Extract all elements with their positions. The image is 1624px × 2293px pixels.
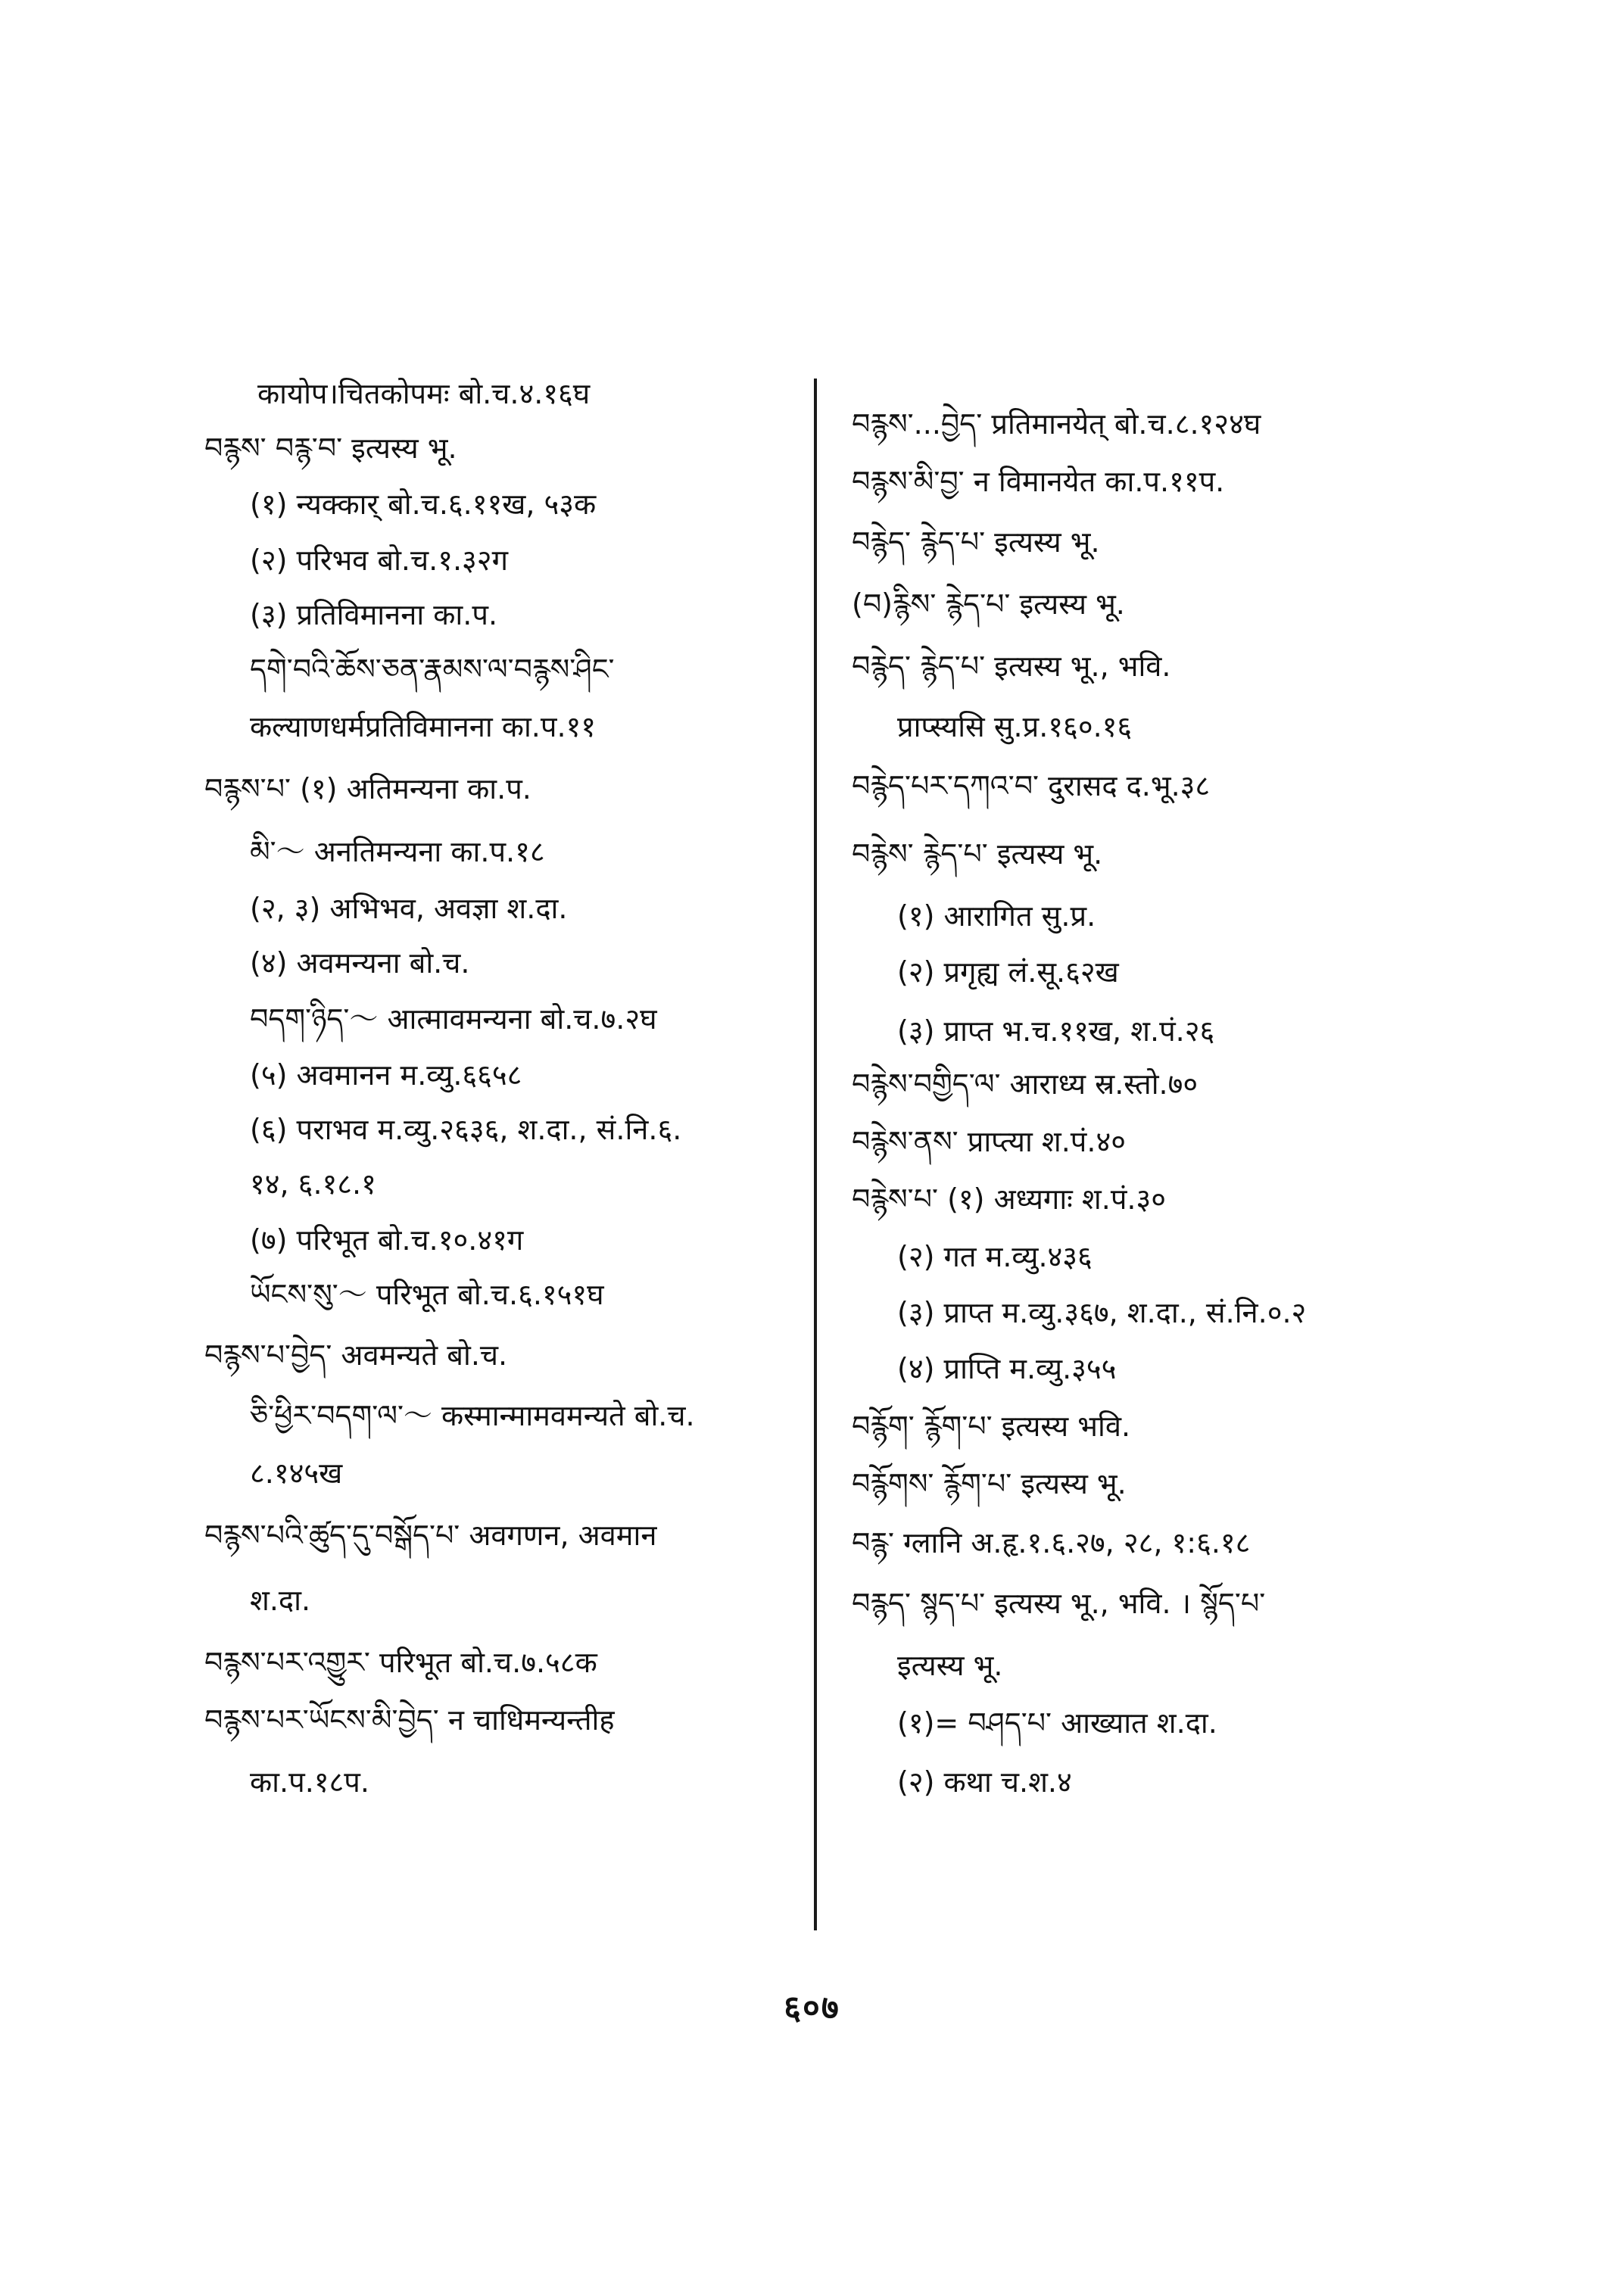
headword-line: བརྙས་...བྱེད་ प्रतिमानयेत् बो.च.८.१२४घ	[852, 407, 1261, 441]
sense-line: (२) प्रगृह्य लं.सू.६२ख	[897, 955, 1119, 989]
headword-line: བརྙེད་ རྙེད་པ་ इत्यस्य भू., भवि.	[852, 650, 1171, 683]
sense-line: (४) अवमन्यना बो.च.	[250, 946, 470, 980]
headword-line: བརྙས་པ་ (१) अतिमन्यना का.प.	[204, 772, 531, 805]
sense-line: का.प.१८प.	[250, 1765, 369, 1799]
sense-line: (५) अवमानन म.व्यु.६६५८	[250, 1058, 522, 1092]
sense-line: (१) न्यक्कार् बो.च.६.११ख, ५३क	[250, 488, 597, 521]
sense-line: (२) परिभव बो.च.१.३२ग	[250, 544, 508, 577]
headword-line: བརྙོག་ རྙོག་པ་ इत्यस्य भवि.	[852, 1410, 1131, 1443]
headword-line: བརྙས་པར་ཡོངས་མི་བྱེད་ न चाधिमन्यन्तीह	[204, 1703, 615, 1737]
headword-line: བརྙེས་ རྙེད་པ་ इत्यस्य भू.	[852, 837, 1103, 871]
phrase-line: ཅི་ཕྱིར་བདག་ལ་～ कस्मान्मामवमन्यते बो.च.	[250, 1399, 695, 1432]
headword-line: བརྙ་ ग्लानि अ.हृ.१.६.२७, २८, १:६.१८	[852, 1526, 1251, 1559]
page-number: ६०७	[784, 1989, 840, 2027]
headword-line: (བ)རྙིས་ རྙེད་པ་ इत्यस्य भू.	[852, 587, 1125, 621]
column-divider	[814, 379, 817, 1930]
headword-line: བརྙས་མི་བྱ་ न विमानयेत का.प.११प.	[852, 465, 1225, 498]
headword-line: བརྙས་པ་བྱེད་ अवमन्यते बो.च.	[204, 1338, 508, 1372]
sense-line: (३) प्रतिविमानना का.प.	[250, 598, 498, 631]
headword-line: བརྙོགས་ རྙོག་པ་ इत्यस्य भू.	[852, 1467, 1127, 1500]
headword-line: བརྙས་ བརྙ་བ་ इत्यस्य भू.	[204, 431, 457, 465]
sense-line: མི་～ अनतिमन्यना का.प.१८	[250, 835, 545, 868]
sense-line: (७) परिभूत बो.च.१०.४१ग	[250, 1223, 524, 1257]
sense-line: (६) पराभव म.व्यु.२६३६, श.दा., सं.नि.६.	[250, 1113, 682, 1146]
headword-line: བརྙེས་ནས་ प्राप्त्या श.पं.४०	[852, 1125, 1126, 1158]
sense-line: १४, ६.१८.१	[250, 1167, 376, 1201]
headword-line: བརྙས་པའི་ཚུད་དུ་བསྒོད་པ་ अवगणन, अवमान	[204, 1519, 657, 1552]
headword-line: བརྙེད་པར་དཀའ་བ་ दुरासद द.भू.३८	[852, 769, 1211, 802]
sense-line: (१)= བཤད་པ་ आख्यात श.दा.	[897, 1706, 1217, 1740]
sense-line: (२) गत म.व्यु.४३६	[897, 1240, 1093, 1273]
headword-line: བརྙེས་བགྱིད་ལ་ आराध्य स्र.स्तो.७०	[852, 1067, 1199, 1101]
sense-line: (३) प्राप्त म.व्यु.३६७, श.दा., सं.नि.०.२	[897, 1296, 1307, 1329]
phrase-line: ཡོངས་སུ་～ परिभूत बो.च.६.१५१घ	[250, 1278, 604, 1311]
sense-line: प्राप्स्यसि सु.प्र.१६०.१६	[897, 710, 1133, 743]
sense-line: ८.१४५ख	[250, 1456, 343, 1490]
headword-line: བརྙས་པར་འགྱུར་ परिभूत बो.च.७.५८क	[204, 1646, 597, 1679]
sense-line: (२) कथा च.श.४	[897, 1765, 1072, 1799]
sense-line: (३) प्राप्त भ.च.११ख, श.पं.२६	[897, 1014, 1215, 1048]
sense-line: (१) आरागित सु.प्र.	[897, 899, 1096, 933]
sense-line: इत्यस्य भू.	[897, 1649, 1003, 1682]
sense-line: (४) प्राप्ति म.व्यु.३५५	[897, 1352, 1117, 1385]
phrase-line: བདག་ཉིད་～ आत्मावमन्यना बो.च.७.२घ	[250, 1002, 657, 1036]
phrase-line: དགེ་བའི་ཆོས་ཅན་རྣམས་ལ་བརྙས་ཤིང་	[250, 653, 615, 686]
entry-line: कल्याणधर्मप्रतिविमानना का.प.११	[250, 710, 597, 743]
entry-line: कायोप।चितकोपमः बो.च.४.१६घ	[257, 377, 591, 410]
sense-line: श.दा.	[250, 1584, 311, 1617]
headword-line: བརྙད་ སྙད་པ་ इत्यस्य भू., भवि. । སྙོད་པ་	[852, 1587, 1266, 1620]
headword-line: བརྙེས་པ་ (१) अध्यगाः श.पं.३०	[852, 1182, 1167, 1216]
headword-line: བརྙེད་ རྙེད་པ་ इत्यस्य भू.	[852, 525, 1100, 559]
sense-line: (२, ३) अभिभव, अवज्ञा श.दा.	[250, 892, 568, 925]
